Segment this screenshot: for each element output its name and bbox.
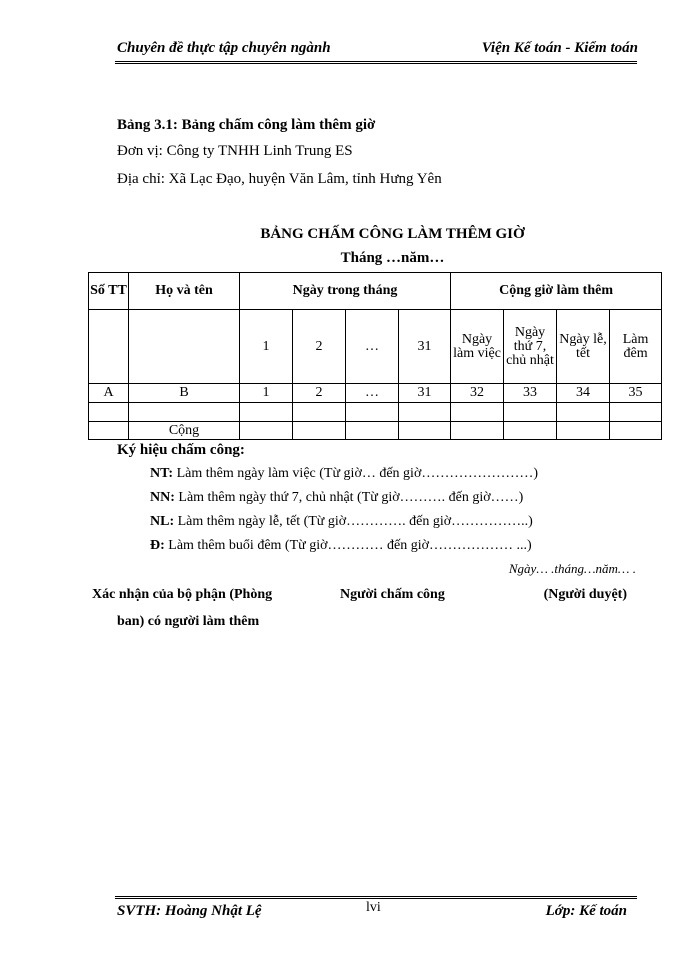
col-name: Họ và tên: [129, 273, 240, 310]
sign-dept-line2: ban) có người làm thêm: [117, 614, 260, 629]
group-days: Ngày trong tháng: [240, 273, 451, 310]
day-col: 1: [240, 310, 293, 384]
group-sum: Cộng giờ làm thêm: [451, 273, 662, 310]
sum-col-night: Làm đêm: [610, 310, 662, 384]
legend-code: NN:: [150, 490, 175, 505]
code-cell: 34: [557, 384, 610, 403]
legend-code: NL:: [150, 514, 175, 529]
code-cell: 35: [610, 384, 662, 403]
date-line: Ngày… .tháng…năm… .: [508, 561, 636, 576]
table-caption-text: Bảng chấm công làm thêm giờ: [181, 117, 376, 133]
legend-item: [150, 490, 523, 506]
form-title: BẢNG CHẤM CÔNG LÀM THÊM GIỜ: [260, 226, 525, 242]
sum-col-workday: Ngày làm việc: [451, 310, 504, 384]
table-caption-label: Bảng 3.1:: [117, 117, 178, 133]
code-cell: 33: [504, 384, 557, 403]
legend-item: [150, 538, 532, 554]
legend-code: NT:: [150, 466, 174, 481]
page-number: lvi: [366, 900, 381, 915]
table-caption: [117, 117, 375, 134]
code-row: [89, 384, 662, 403]
header-right: Viện Kế toán - Kiểm toán: [481, 40, 638, 56]
blank-cell: [129, 310, 240, 384]
day-col: 31: [399, 310, 451, 384]
unit-line: Đơn vị: Công ty TNHH Linh Trung ES: [117, 143, 353, 159]
address-line: Địa chỉ: Xã Lạc Đạo, huyện Văn Lâm, tỉnh Hưng Yên: [117, 171, 442, 187]
header-left: Chuyên đề thực tập chuyên ngành: [117, 40, 331, 56]
total-label: Cộng: [129, 422, 240, 440]
blank-cell: [89, 310, 129, 384]
sign-approver: (Người duyệt): [543, 587, 627, 602]
legend-heading: Ký hiệu chấm công:: [117, 442, 245, 458]
sign-timekeeper: Người chấm công: [340, 587, 445, 602]
overtime-table: [88, 272, 662, 440]
form-subtitle: Tháng …năm…: [340, 250, 445, 266]
legend-code: Đ:: [150, 538, 165, 553]
footer-class: Lớp: Kế toán: [545, 903, 627, 919]
code-cell: B: [129, 384, 240, 403]
footer-student: SVTH: Hoàng Nhật Lệ: [117, 903, 262, 919]
code-cell: 31: [399, 384, 451, 403]
legend-text: Làm thêm ngày làm việc (Từ giờ… đến giờ……………………): [176, 466, 539, 481]
col-stt: Số TT: [89, 273, 129, 310]
legend-text: Làm thêm buổi đêm (Từ giờ………… đến giờ……………… ...): [168, 538, 532, 553]
legend-item: [150, 466, 538, 482]
total-row: [89, 422, 662, 440]
code-cell: 2: [293, 384, 346, 403]
day-col: 2: [293, 310, 346, 384]
sum-col-holiday: Ngày lễ, tết: [557, 310, 610, 384]
empty-row: [89, 403, 662, 422]
header-row-1: [89, 273, 662, 310]
legend-item: [150, 514, 533, 530]
code-cell: A: [89, 384, 129, 403]
header-row-2: [89, 310, 662, 384]
legend-text: Làm thêm ngày thứ 7, chủ nhật (Từ giờ………. đến giờ……): [178, 490, 524, 505]
code-cell: 1: [240, 384, 293, 403]
code-cell: …: [346, 384, 399, 403]
day-col: …: [346, 310, 399, 384]
sign-dept-line1: Xác nhận của bộ phận (Phòng: [92, 587, 273, 602]
sum-col-weekend: Ngày thứ 7, chủ nhật: [504, 310, 557, 384]
footer-rule: [115, 896, 637, 899]
header-rule: [115, 61, 637, 64]
code-cell: 32: [451, 384, 504, 403]
legend-text: Làm thêm ngày lễ, tết (Từ giờ…………. đến giờ……………..): [177, 514, 533, 529]
